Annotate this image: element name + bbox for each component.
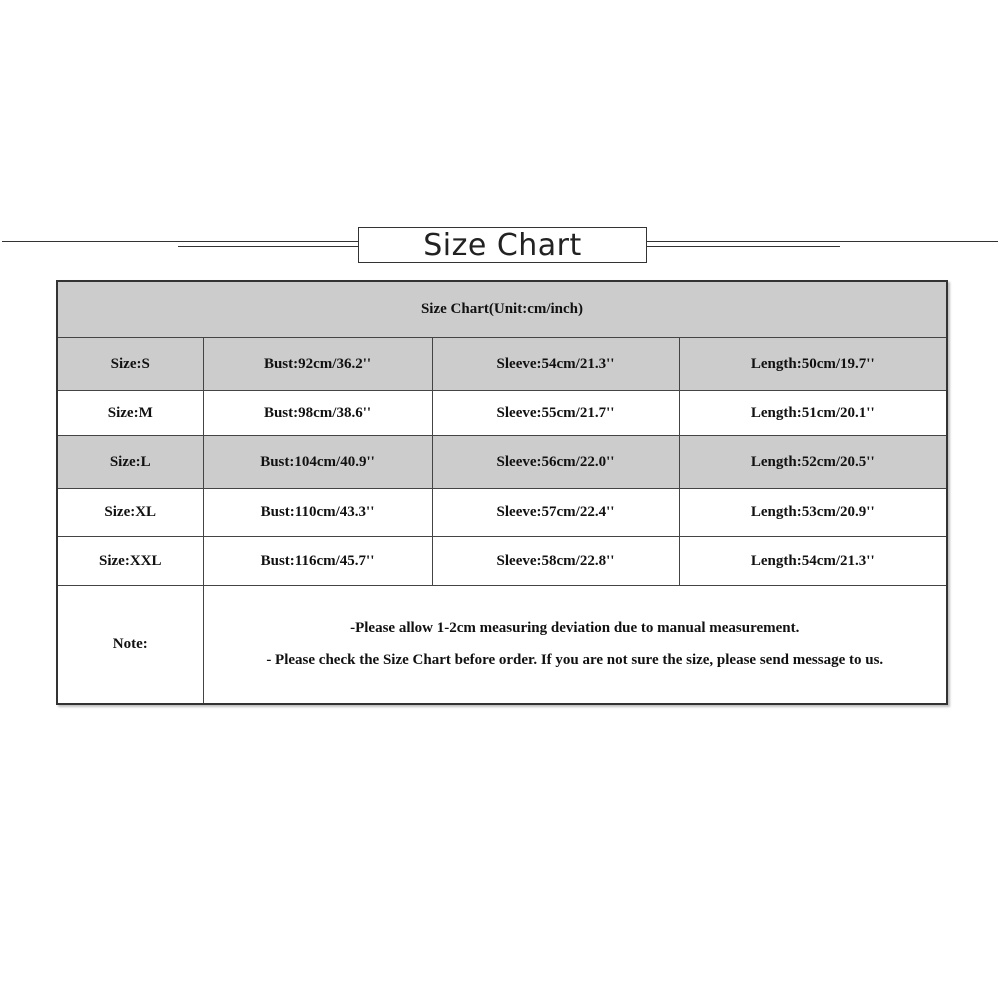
size-chart-table [56,280,948,705]
banner-rule-right-short [647,246,840,247]
bust-cell: Bust:110cm/43.3'' [203,489,432,537]
note-content [203,586,947,705]
sleeve-cell: Sleeve:54cm/21.3'' [432,338,679,391]
table-row [57,391,947,436]
banner-rule-left-long [2,241,358,242]
note-row [57,586,947,705]
banner-rule-left-short [178,246,358,247]
table-row [57,338,947,391]
note-line: -Please allow 1-2cm measuring deviation due to manual measurement. [350,620,800,636]
length-cell: Length:54cm/21.3'' [679,537,947,586]
length-cell: Length:52cm/20.5'' [679,436,947,489]
sleeve-cell: Sleeve:55cm/21.7'' [432,391,679,436]
length-cell: Length:53cm/20.9'' [679,489,947,537]
size-cell: Size:XL [57,489,203,537]
banner-title: Size Chart [423,227,582,263]
table-row [57,436,947,489]
table-row [57,489,947,537]
length-cell: Length:51cm/20.1'' [679,391,947,436]
length-cell: Length:50cm/19.7'' [679,338,947,391]
size-cell: Size:XXL [57,537,203,586]
sleeve-cell: Sleeve:56cm/22.0'' [432,436,679,489]
table-row [57,537,947,586]
table-header-row [57,281,947,338]
sleeve-cell: Sleeve:58cm/22.8'' [432,537,679,586]
table-header-cell: Size Chart(Unit:cm/inch) [57,281,947,338]
bust-cell: Bust:92cm/36.2'' [203,338,432,391]
bust-cell: Bust:98cm/38.6'' [203,391,432,436]
size-chart-banner [358,227,647,263]
size-cell: Size:S [57,338,203,391]
size-cell: Size:M [57,391,203,436]
banner-rule-right-long [647,241,998,242]
bust-cell: Bust:104cm/40.9'' [203,436,432,489]
sleeve-cell: Sleeve:57cm/22.4'' [432,489,679,537]
size-cell: Size:L [57,436,203,489]
note-label: Note: [57,586,203,705]
note-line: - Please check the Size Chart before order. If you are not sure the size, please send message to us. [266,652,884,668]
bust-cell: Bust:116cm/45.7'' [203,537,432,586]
